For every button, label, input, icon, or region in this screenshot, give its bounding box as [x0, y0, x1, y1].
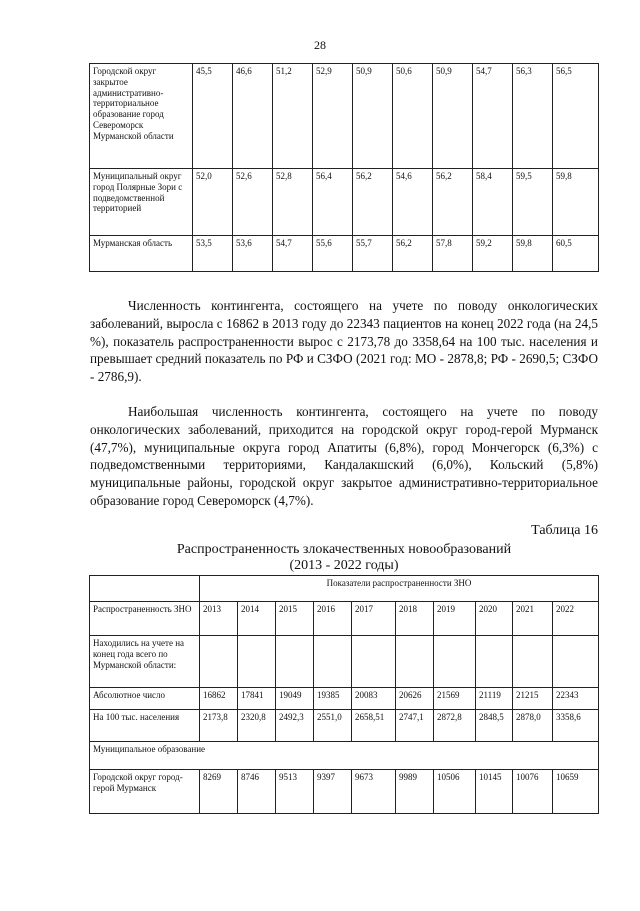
table-cell: 46,6	[233, 64, 273, 169]
table-cell: 8269	[200, 770, 238, 814]
table-cell: 9513	[276, 770, 314, 814]
prevalence-table	[89, 575, 599, 814]
table-cell: 16862	[200, 688, 238, 710]
row-label: Находились на учете на конец года всего по Мурманской области:	[90, 636, 200, 688]
paragraph-largest	[90, 403, 598, 510]
row-header: Распространенность ЗНО	[90, 602, 200, 636]
table-cell: 9989	[396, 770, 434, 814]
year-cell: 2014	[238, 602, 276, 636]
row-label: Мурманская область	[90, 236, 193, 272]
table-cell: 52,9	[313, 64, 353, 169]
row-label: Городской округ город-герой Мурманск	[90, 770, 200, 814]
group-header: Показатели распространенности ЗНО	[200, 576, 599, 602]
table-cell: 60,5	[553, 236, 599, 272]
table-cell: 59,8	[513, 236, 553, 272]
table-cell: 10145	[476, 770, 513, 814]
table-cell: 2747,1	[396, 710, 434, 742]
paragraph-text: Наибольшая численность контингента, состоящего на учете по поводу онкологических заболеваний, приходится на городской округ город-герой Мурманск (47,7%), муниципальные округа город Апатиты (6,8%), город Мончегорск (6,3%) с подведомственными территориями, Кандалакшский (6,0%), Кольский (5,8%) муниципальные районы, городской округ закрытое административно-территориальное образование город Североморск (4,7%).	[90, 404, 598, 508]
year-cell: 2016	[314, 602, 352, 636]
table-cell: 17841	[238, 688, 276, 710]
table-cell: 58,4	[473, 169, 513, 236]
paragraph-contingent	[90, 297, 598, 386]
table-cell: 54,6	[393, 169, 433, 236]
table-cell: 59,8	[553, 169, 599, 236]
table-cell: 54,7	[273, 236, 313, 272]
table-cell: 50,9	[353, 64, 393, 169]
table-cell: 10659	[553, 770, 599, 814]
table-row	[90, 576, 599, 602]
table-cell: 2848,5	[476, 710, 513, 742]
table-cell: 2320,8	[238, 710, 276, 742]
table-cell: 19385	[314, 688, 352, 710]
table-cell: 55,7	[353, 236, 393, 272]
table-cell: 53,6	[233, 236, 273, 272]
section-header: Муниципальное образование	[90, 742, 599, 770]
year-cell: 2018	[396, 602, 434, 636]
table-title: Распространенность злокачественных новообразований	[176, 542, 512, 557]
table-cell: 22343	[553, 688, 599, 710]
table-cell: 3358,6	[553, 710, 599, 742]
table-cell: 51,2	[273, 64, 313, 169]
table-cell: 2658,51	[352, 710, 396, 742]
table-row	[90, 636, 599, 688]
row-label: Абсолютное число	[90, 688, 200, 710]
table-cell: 56,4	[313, 169, 353, 236]
table-cell: 55,6	[313, 236, 353, 272]
year-cell: 2013	[200, 602, 238, 636]
prevalence-continued-table	[89, 63, 599, 272]
table-cell: 50,9	[433, 64, 473, 169]
table-cell: 10506	[434, 770, 476, 814]
year-cell: 2020	[476, 602, 513, 636]
table-cell: 56,3	[513, 64, 553, 169]
table-cell: 56,2	[353, 169, 393, 236]
page-number: 28	[314, 38, 326, 52]
row-label: Муниципальный округ город Полярные Зори с подведомственной территорией	[90, 169, 193, 236]
table-cell: 8746	[238, 770, 276, 814]
table-cell: 2551,0	[314, 710, 352, 742]
table-cell: 52,0	[193, 169, 233, 236]
table-cell: 2872,8	[434, 710, 476, 742]
row-label: На 100 тыс. населения	[90, 710, 200, 742]
year-cell: 2019	[434, 602, 476, 636]
table-cell: 52,8	[273, 169, 313, 236]
row-label: Городской округ закрытое административно-территориальное образование город Североморск Мурманской области	[90, 64, 193, 169]
table-cell: 2878,0	[513, 710, 553, 742]
table-cell: 50,6	[393, 64, 433, 169]
table-row	[90, 169, 599, 236]
table-cell: 59,5	[513, 169, 553, 236]
table-row	[90, 236, 599, 272]
table-cell: 45,5	[193, 64, 233, 169]
table-subtitle: (2013 - 2022 годы)	[289, 558, 399, 573]
table-cell: 57,8	[433, 236, 473, 272]
empty-cell	[90, 576, 200, 602]
table-cell: 9397	[314, 770, 352, 814]
year-cell: 2017	[352, 602, 396, 636]
table-cell: 56,5	[553, 64, 599, 169]
table-cell: 21569	[434, 688, 476, 710]
table-cell: 21119	[476, 688, 513, 710]
year-cell: 2022	[553, 602, 599, 636]
table-cell: 21215	[513, 688, 553, 710]
table-cell: 20626	[396, 688, 434, 710]
table-row	[90, 770, 599, 814]
table-row	[90, 64, 599, 169]
table-cell: 20083	[352, 688, 396, 710]
table-cell: 59,2	[473, 236, 513, 272]
table-row	[90, 688, 599, 710]
table-cell: 9673	[352, 770, 396, 814]
table-cell: 10076	[513, 770, 553, 814]
table-cell: 19049	[276, 688, 314, 710]
table-cell: 54,7	[473, 64, 513, 169]
year-cell: 2021	[513, 602, 553, 636]
table-cell: 56,2	[393, 236, 433, 272]
table-caption: Таблица 16	[531, 523, 598, 538]
table-row	[90, 710, 599, 742]
table-cell: 52,6	[233, 169, 273, 236]
section-row	[90, 742, 599, 770]
table-cell: 56,2	[433, 169, 473, 236]
table-cell: 2173,8	[200, 710, 238, 742]
table-cell: 2492,3	[276, 710, 314, 742]
paragraph-text: Численность контингента, состоящего на учете по поводу онкологических заболеваний, выросла с 16862 в 2013 году до 22343 пациентов на конец 2022 года (на 24,5 %), показатель распространенности вырос с 2173,78 до 3358,64 на 100 тыс. населения и превышает средний показатель по РФ и СЗФО (2021 год: МО - 2878,8; РФ - 2690,5; СЗФО - 2786,9).	[90, 298, 598, 385]
year-cell: 2015	[276, 602, 314, 636]
year-header-row	[90, 602, 599, 636]
table-cell: 53,5	[193, 236, 233, 272]
